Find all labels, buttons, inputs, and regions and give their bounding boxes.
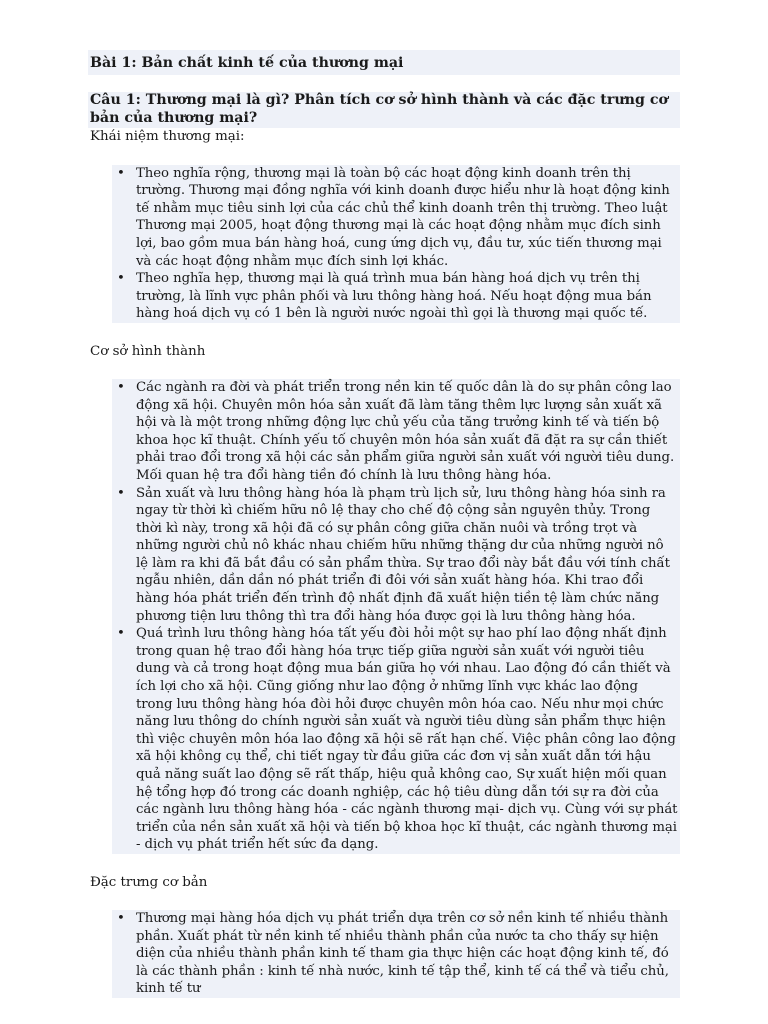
document-page: [88, 50, 680, 998]
bullet-icon: •: [117, 165, 125, 181]
features-heading: Đặc trưng cơ bản: [90, 874, 208, 890]
bullet-icon: •: [117, 379, 125, 395]
list-item-text: Sản xuất và lưu thông hàng hóa là phạm trù lịch sử, lưu thông hàng hóa sinh ra ngay từ thời kì chiếm hữu nô lệ thay cho chế độ cộng sản nguyên thủy. Trong thời kì này, trong xã hội đã có sự phân công giữa chăn nuôi và trồng trọt và những người chủ nô khác nhau chiếm hữu những thặng dư của những người nô lệ làm ra khi đã bắt đầu có sản phẩm thừa. Sự trao đổi này bắt đầu với tính chất ngẫu nhiên, dần dần nó phát triển đi đôi với sản xuất hàng hóa. Khi trao đổi hàng hóa phát triển đến trình độ nhất định đã xuất hiện tiền tệ làm chức năng phương tiện lưu thông thì tra đổi hàng hóa được gọi là lưu thông hàng hóa.: [136, 485, 670, 624]
list-item-text: Theo nghĩa rộng, thương mại là toàn bộ các hoạt động kinh doanh trên thị trường. Thương mại đồng nghĩa với kinh doanh được hiểu như là hoạt động kinh tế nhằm mục tiêu sinh lợi của các chủ thể kinh doanh trên thị trường. Theo luật Thương mại 2005, hoạt động thương mại là các hoạt động nhằm mục đích sinh lợi, bao gồm mua bán hàng hoá, cung ứng dịch vụ, đầu tư, xúc tiến thương mại và các hoạt động nhằm mục đích sinh lợi khác.: [136, 165, 670, 269]
list-item-text: Quá trình lưu thông hàng hóa tất yếu đòi hỏi một sự hao phí lao động nhất định trong quan hệ trao đổi hàng hóa trực tiếp giữa người sản xuất với người tiêu dung và cả trong hoạt động mua bán giữa họ với nhau. Lao động đó cần thiết và ích lợi cho xã hội. Cũng giống như lao động ở những lĩnh vực khác lao động trong lưu thông hàng hóa đòi hỏi được chuyên môn hóa cao. Nếu như mọi chức năng lưu thông do chính người sản xuất và người tiêu dùng sản phẩm thực hiện thì việc chuyên môn hóa lao động xã hội sẽ rất hạn chế. Việc phân công lao động xã hội không cụ thể, chi tiết ngay từ đầu giữa các đơn vị sản xuất dẫn tới hậu quả năng suất lao động sẽ rất thấp, hiệu quả không cao, Sự xuất hiện mối quan hệ tổng hợp đó trong các doanh nghiệp, các hộ tiêu dùng dẫn tới sự ra đời của các ngành lưu thông hàng hóa - các ngành thương mại- dịch vụ. Cùng với sự phát triển của nền sản xuất xã hội và tiến bộ khoa học kĩ thuật, các ngành thương mại - dịch vụ phát triển hết sức đa dạng.: [136, 626, 678, 853]
list-item: [112, 625, 680, 854]
list-item-text: Các ngành ra đời và phát triển trong nền kin tế quốc dân là do sự phân công lao động xã hội. Chuyên môn hóa sản xuất đã làm tăng thêm lực lượng sản xuất xã hội và là một trong những động lực chủ yếu của tăng trưởng kinh tế và tiến bộ khoa học kĩ thuật. Chính yếu tố chuyên môn hóa sản xuất đã đặt ra sự cần thiết phải trao đổi trong xã hội các sản phẩm giữa người sản xuất với người tiêu dung. Mối quan hệ tra đổi hàng tiền đó chính là lưu thông hàng hóa.: [136, 379, 675, 483]
basis-list: [112, 379, 680, 854]
bullet-icon: •: [117, 485, 125, 501]
list-item: [112, 485, 680, 626]
list-item: [112, 270, 680, 323]
basis-heading: Cơ sở hình thành: [90, 343, 206, 359]
list-item: [112, 379, 680, 485]
features-list: [112, 910, 680, 998]
bullet-icon: •: [117, 910, 125, 926]
lesson-title: Bài 1: Bản chất kinh tế của thương mại: [88, 50, 680, 75]
list-item-text: Theo nghĩa hẹp, thương mại là quá trình mua bán hàng hoá dịch vụ trên thị trường, là lĩnh vực phân phối và lưu thông hàng hoá. Nếu hoạt động mua bán hàng hoá dịch vụ có 1 bên là người nước ngoài thì gọi là thương mại quốc tế.: [136, 271, 652, 322]
list-item: [112, 910, 680, 998]
question-title: Câu 1: Thương mại là gì? Phân tích cơ sở hình thành và các đặc trưng cơ bản của thương mại?: [88, 92, 680, 128]
list-item: [112, 165, 680, 271]
list-item-text: Thương mại hàng hóa dịch vụ phát triển dựa trên cơ sở nền kinh tế nhiều thành phần. Xuất phát từ nền kinh tế nhiều thành phần của nước ta cho thấy sự hiện diện của nhiều thành phần kinh tế tham gia thực hiện các hoạt động kinh tế, đó là các thành phần : kinh tế nhà nước, kinh tế tập thể, kinh tế cá thể và tiểu chủ, kinh tế tư: [136, 910, 669, 997]
concept-label: Khái niệm thương mại:: [90, 128, 245, 144]
bullet-icon: •: [117, 271, 125, 287]
bullet-icon: •: [117, 626, 125, 642]
concept-list: [112, 165, 680, 323]
